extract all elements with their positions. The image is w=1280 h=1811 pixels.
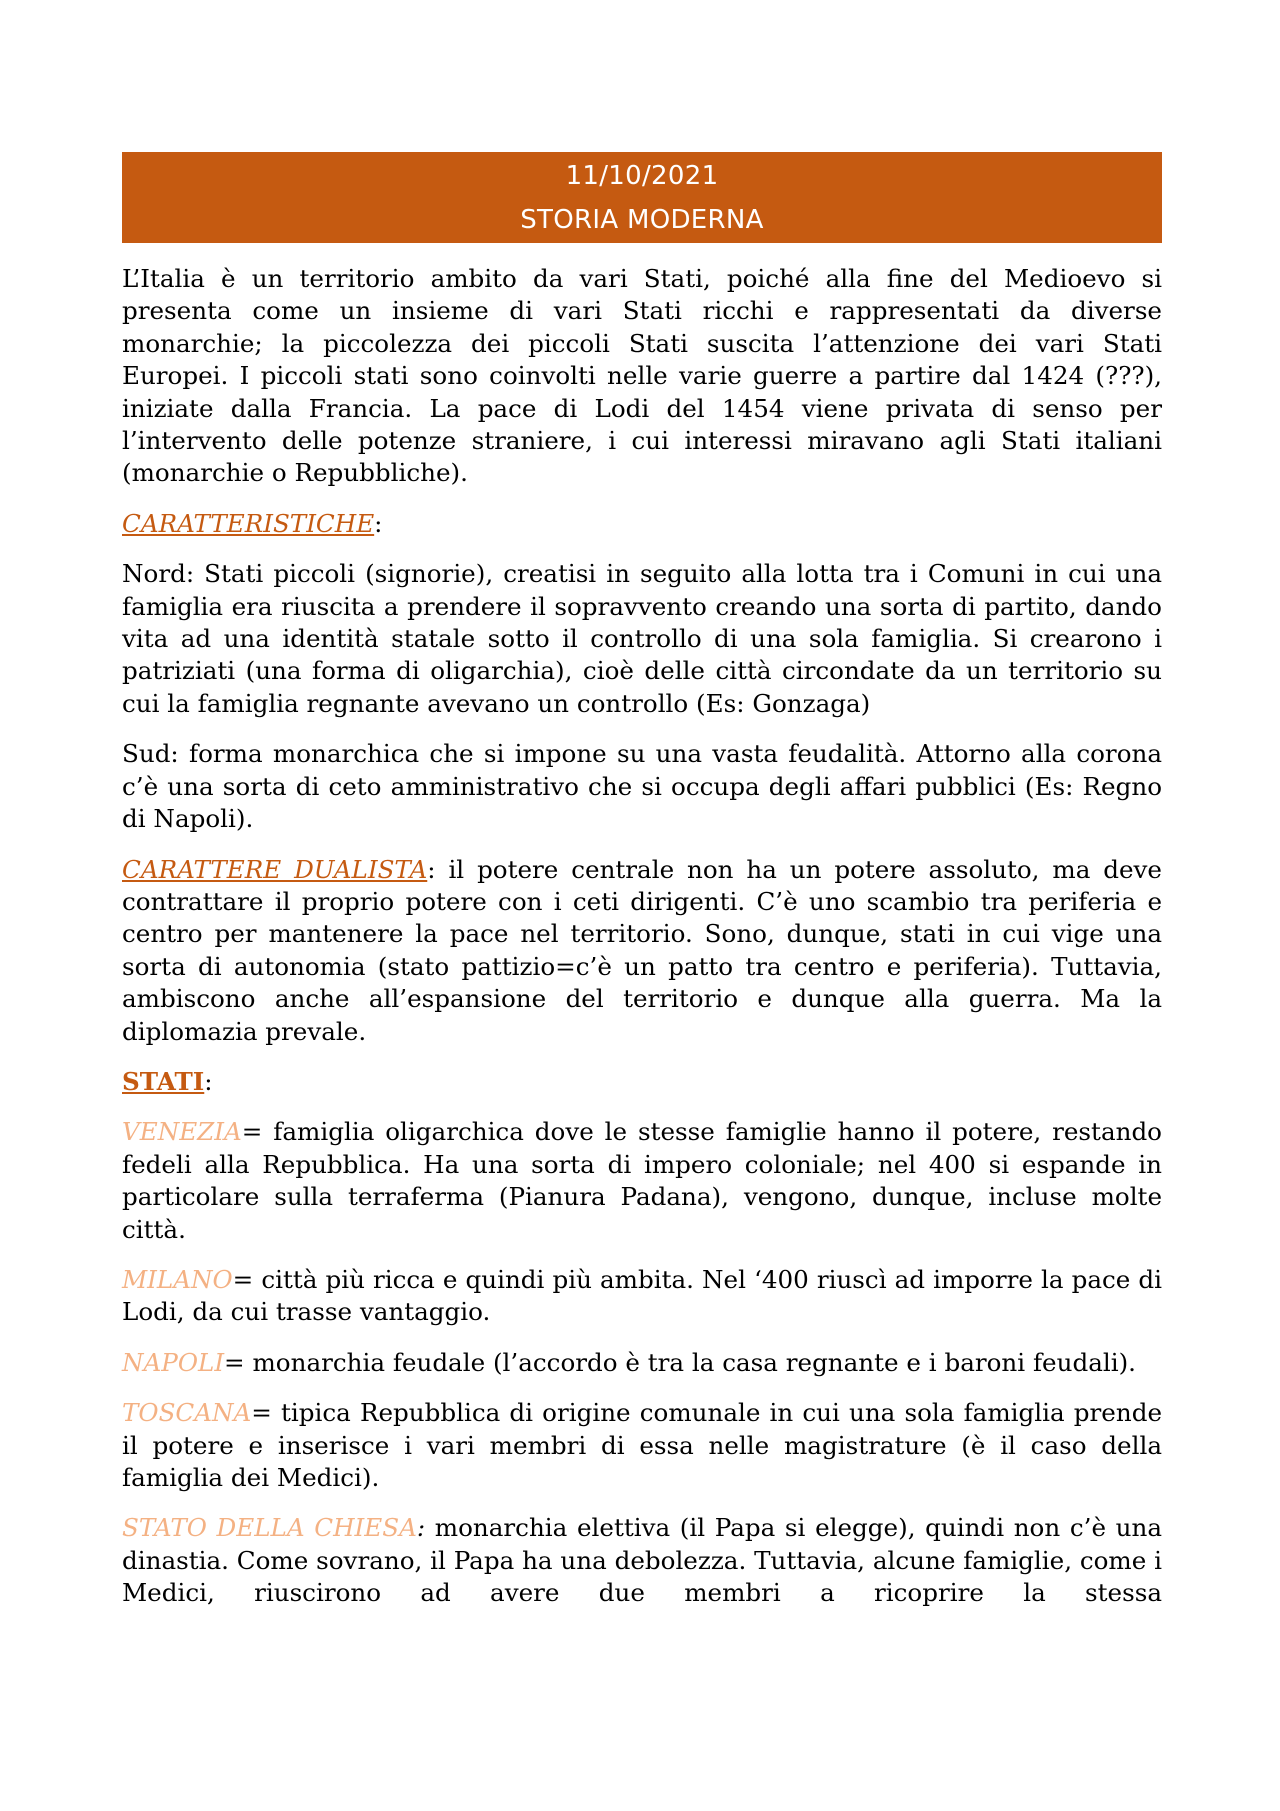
intro-paragraph: L’Italia è un territorio ambito da vari Stati, poiché alla fine del Medioevo si presenta come un insieme di vari Stati ricchi e rappresentati da diverse monarchie; la piccolezza dei piccoli Stati suscita l’attenzione dei vari Stati Europei. I piccoli stati sono coinvolti nelle varie guerre a partire dal 1424 (???), iniziate dalla Francia. La pace di Lodi del 1454 viene privata di senso per l’intervento delle potenze straniere, i cui interessi miravano agli Stati italiani (monarchie o Repubbliche).: [122, 264, 1162, 488]
document-page: [122, 152, 1162, 1610]
stato-name-venezia: VENEZIA: [122, 1117, 242, 1147]
stati-heading-line: [122, 1066, 1162, 1098]
caratteristiche-heading-line: [122, 508, 1162, 540]
stato-name-chiesa: STATO DELLA CHIESA: [122, 1513, 417, 1543]
stato-colon-chiesa: :: [416, 1513, 426, 1543]
date-heading: 11/10/2021: [565, 161, 719, 191]
document-body: [122, 263, 1162, 1610]
dualista-text: : il potere centrale non ha un potere assoluto, ma deve contrattare il proprio potere con i ceti dirigenti. C’è uno scambio tra periferia e centro per mantenere la pace nel territorio. Sono, dunque, stati in cui vige una sorta di autonomia (stato pattizio=c’è un patto tra centro e periferia). Tuttavia, ambiscono anche all’espansione del territorio e dunque alla guerra. Ma la diplomazia prevale.: [122, 854, 1162, 1046]
stato-chiesa: [122, 1512, 1162, 1609]
stati-heading: STATI: [122, 1066, 205, 1096]
stato-text-milano: = città più ricca e quindi più ambita. Nel ‘400 riuscì ad imporre la pace di Lodi, da cui trasse vantaggio.: [122, 1264, 1162, 1327]
stato-name-toscana: TOSCANA: [122, 1398, 252, 1428]
stato-napoli: [122, 1347, 1162, 1379]
stato-text-napoli: = monarchia feudale (l’accordo è tra la casa regnante e i baroni feudali).: [224, 1347, 1136, 1377]
stato-venezia: [122, 1116, 1162, 1246]
dualista-heading: CARATTERE DUALISTA: [122, 854, 428, 884]
caratteristiche-colon: :: [374, 508, 383, 538]
stati-colon: :: [204, 1066, 213, 1096]
dualista-paragraph: [122, 854, 1162, 1048]
stato-name-napoli: NAPOLI: [122, 1347, 225, 1377]
sud-paragraph: Sud: forma monarchica che si impone su una vasta feudalità. Attorno alla corona c’è una sorta di ceto amministrativo che si occupa degli affari pubblici (Es: Regno di Napoli).: [122, 739, 1162, 834]
stato-milano: [122, 1264, 1162, 1329]
caratteristiche-heading: CARATTERISTICHE: [122, 508, 375, 538]
stato-toscana: [122, 1397, 1162, 1494]
nord-paragraph: Nord: Stati piccoli (signorie), creatisi in seguito alla lotta tra i Comuni in cui una famiglia era riuscita a prendere il sopravvento creando una sorta di partito, dando vita ad una identità statale sotto il controllo di una sola famiglia. Si crearono i patriziati (una forma di oligarchia), cioè delle città circondate da un territorio su cui la famiglia regnante avevano un controllo (Es: Gonzaga): [122, 559, 1162, 718]
title-banner: [122, 152, 1162, 243]
stato-text-venezia: = famiglia oligarchica dove le stesse famiglie hanno il potere, restando fedeli alla Repubblica. Ha una sorta di impero coloniale; nel 400 si espande in particolare sulla terraferma (Pianura Padana), vengono, dunque, incluse molte città.: [122, 1117, 1162, 1244]
subject-heading: STORIA MODERNA: [520, 205, 764, 235]
stato-text-chiesa: monarchia elettiva (il Papa si elegge), quindi non c’è una dinastia. Come sovrano, il Papa ha una debolezza. Tuttavia, alcune famiglie, come i Medici, riuscirono ad avere due membri a ricoprire la stessa: [122, 1513, 1162, 1608]
stato-name-milano: MILANO: [122, 1264, 233, 1294]
stato-text-toscana: = tipica Repubblica di origine comunale in cui una sola famiglia prende il potere e inserisce i vari membri di essa nelle magistrature (è il caso della famiglia dei Medici).: [122, 1398, 1162, 1492]
